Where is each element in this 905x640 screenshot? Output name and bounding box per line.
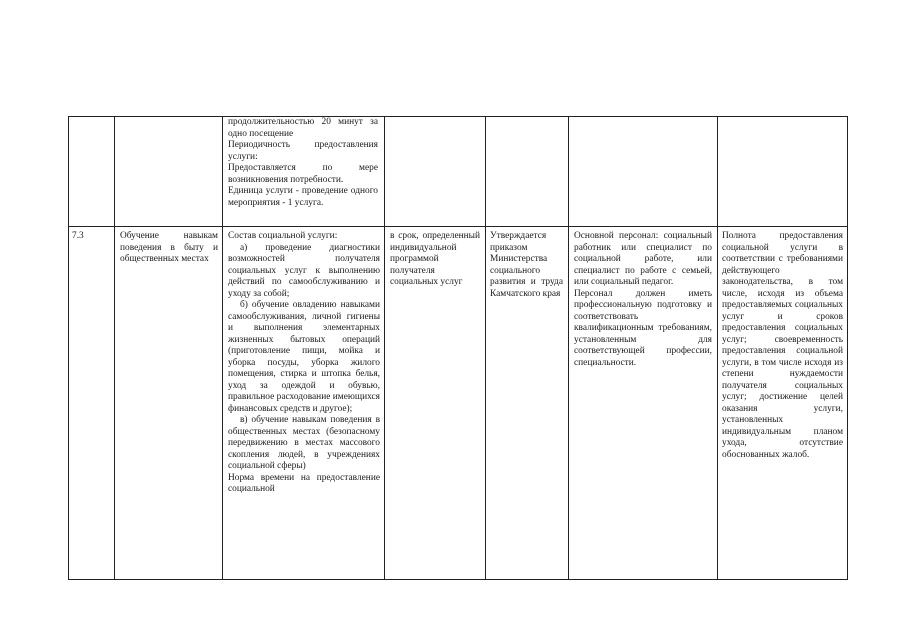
text-line: Предоставляется по мере возникновения потребности. (228, 163, 378, 185)
text-line: Периодичность предоставления услуги: (228, 140, 378, 162)
col-border (222, 116, 223, 580)
col-border (847, 116, 848, 580)
service-tariff: Утверждается приказом Министерства социального развития и труда Камчатского края (490, 231, 563, 299)
service-term: в срок, определенный индивидуальной программой получателя социальных услуг (390, 231, 480, 287)
col-border (717, 116, 718, 580)
quality-indicators: Полнота предоставления социальной услуги в соответствии с требованиями действующего законодательства, в том числе, исходя из объема предоставляемых социальных услуг и сроков предоставления социальных услуг; своевременность предоставления социальной услуги, в том числе исходя из степени нуждаемости получателя социальных услуг; достижение целей оказания услуги, установленных индивидуальным планом ухода, отсутствие обоснованных жалоб. (722, 231, 843, 460)
col-border (384, 116, 385, 580)
service-conditions (574, 231, 712, 369)
row-divider (68, 226, 848, 227)
conditions-line: Персонал должен иметь профессиональную подготовку и соответствовать квалификационным требованиям, установленным для соответствующей профессии, специальности. (574, 288, 712, 368)
composition-item-a: а) проведение диагностики возможностей получателя социальных услуг к выполнению действий по самообслуживанию и уходу за собой; (228, 242, 380, 299)
col-border (485, 116, 486, 580)
composition-heading: Состав социальной услуги: (228, 231, 338, 241)
composition-item-b: б) обучение овладению навыками самообслуживания, личной гигиены и выполнения элементарных жизненных бытовых операций (приготовление пищи, мойка и уборка посуды, уборка жилого помещения, стирка и штопка белья, уход за одеждой и обувью, правильное расходование имеющихся финансовых средств и другое); (228, 300, 380, 414)
row-number: 7.3 (72, 231, 84, 241)
col-border (114, 116, 115, 580)
table-bottom-border (68, 579, 848, 580)
conditions-line: Основной персонал: социальный работник или специалист по социальной работе, или специалист по работе с семьей, или социальный педагог. (574, 231, 712, 287)
text-line: продолжительностью 20 минут за одно посещение (228, 117, 378, 139)
top-row-description (228, 117, 378, 209)
composition-item-c: в) обучение навыкам поведения в общественных местах (безопасному передвижению в местах массового скопления людей, в учреждениях социальной сферы) (228, 415, 380, 471)
service-composition (228, 231, 380, 577)
table-top-border (68, 116, 848, 117)
service-name: Обучение навыкам поведения в быту и общественных местах (120, 231, 218, 264)
col-border (68, 116, 69, 580)
services-table (68, 116, 848, 580)
time-norm-text: Норма времени на предоставление социальной (228, 472, 380, 494)
text-line: Единица услуги - проведение одного мероприятия - 1 услуга. (228, 186, 378, 208)
col-border (568, 116, 569, 580)
